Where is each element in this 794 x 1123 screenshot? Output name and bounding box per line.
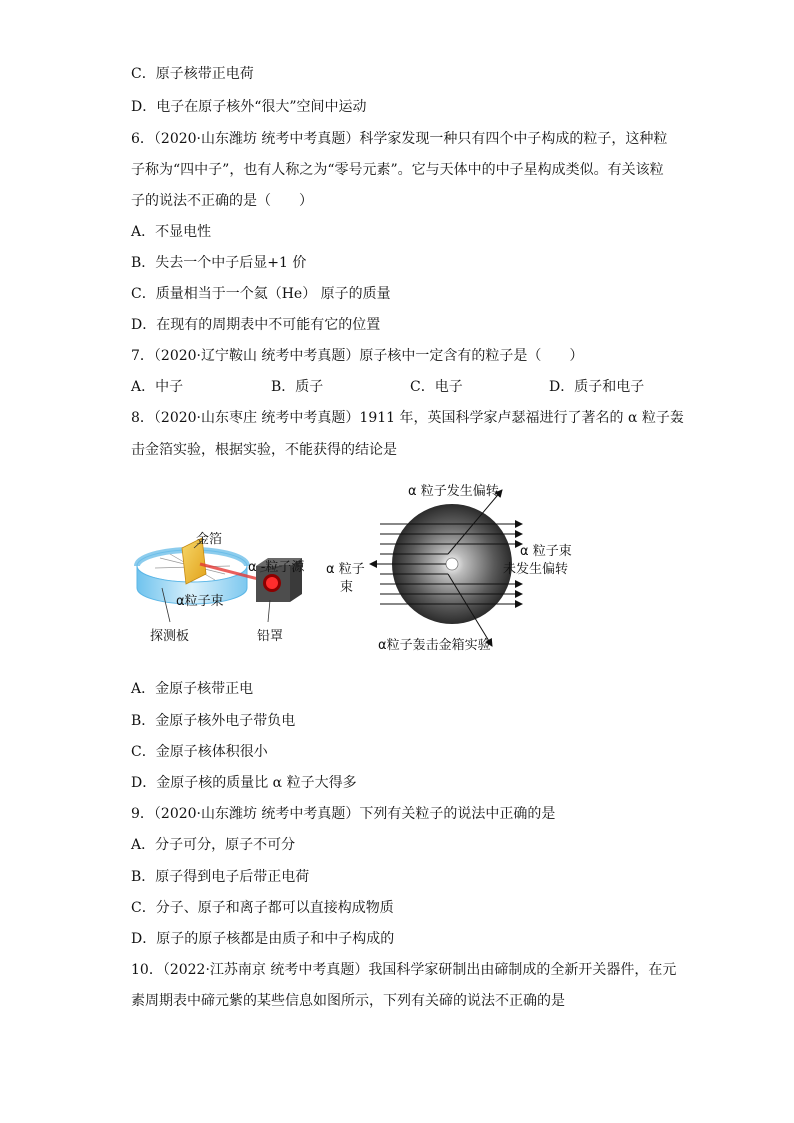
q6-stem-line2: 子称为“四中子”，也有人称之为“零号元素”。它与天体中的中子星构成类似。有关该粒 xyxy=(131,162,664,178)
atomic-nucleus xyxy=(446,558,458,570)
label-gold-foil: 金箔 xyxy=(196,532,223,547)
label-beam-in-1: α 粒子 xyxy=(326,562,365,577)
figure-caption: α粒子轰击金箱实验 xyxy=(378,638,491,653)
q8-option-b: B．金原子核外电子带负电 xyxy=(131,713,296,729)
q10-stem-line2: 素周期表中碲元紫的某些信息如图所示，下列有关碲的说法不正确的是 xyxy=(131,993,565,1009)
q7-option-c: C．电子 xyxy=(410,379,463,395)
q8-option-a: A．金原子核带正电 xyxy=(131,681,254,697)
label-beam-in-2: 束 xyxy=(340,580,354,595)
rutherford-experiment-figure xyxy=(130,476,590,666)
atom-diagram xyxy=(370,490,522,646)
q6-option-c: C．质量相当于一个氦（He） 原子的质量 xyxy=(131,286,391,302)
q9-stem: 9．（2020·山东潍坊 统考中考真题）下列有关粒子的说法中正确的是 xyxy=(131,806,556,822)
q8-option-c: C．金原子核体积很小 xyxy=(131,744,268,760)
label-alpha-beam-left: α粒子束 xyxy=(176,594,224,609)
q8-stem-line2: 击金箔实验，根据实验，不能获得的结论是 xyxy=(131,442,397,458)
q9-option-b: B．原子得到电子后带正电荷 xyxy=(131,869,310,885)
q7-stem: 7．（2020·辽宁鞍山 统考中考真题）原子核中一定含有的粒子是（ ） xyxy=(131,348,584,364)
q5-option-c: C．原子核带正电荷 xyxy=(131,66,254,82)
q7-option-d: D．质子和电子 xyxy=(549,379,645,395)
label-beam-out-2: 未发生偏转 xyxy=(503,562,569,577)
q6-option-b: B．失去一个中子后显+1 价 xyxy=(131,255,307,271)
q5-option-d: D．电子在原子核外“很大”空间中运动 xyxy=(131,99,367,115)
q6-option-a: A．不显电性 xyxy=(131,224,212,240)
q9-option-c: C．分子、原子和离子都可以直接构成物质 xyxy=(131,900,394,916)
label-alpha-source: α -粒子源 xyxy=(248,560,305,575)
q7-option-b: B．质子 xyxy=(271,379,324,395)
label-detector: 探测板 xyxy=(150,629,190,644)
q7-options xyxy=(131,377,671,397)
q6-stem-line3: 子的说法不正确的是（ ） xyxy=(131,193,313,209)
q8-option-d: D．金原子核的质量比 α 粒子大得多 xyxy=(131,775,357,791)
q8-stem-line1: 8．（2020·山东枣庄 统考中考真题）1911 年，英国科学家卢瑟福进行了著名的 α 粒子轰 xyxy=(131,410,684,426)
label-lead-box: 铅罩 xyxy=(257,629,284,644)
q10-stem-line1: 10．（2022·江苏南京 统考中考真题）我国科学家研制出由碲制成的全新开关器件，在元 xyxy=(131,962,677,978)
q9-option-d: D．原子的原子核都是由质子和中子构成的 xyxy=(131,931,395,947)
label-beam-out-1: α 粒子束 xyxy=(520,544,572,559)
q6-stem-line1: 6．（2020·山东潍坊 统考中考真题）科学家发现一种只有四个中子构成的粒子，这种粒 xyxy=(131,131,668,147)
label-deflected: α 粒子发生偏转 xyxy=(408,484,499,499)
q7-option-a: A．中子 xyxy=(131,379,184,395)
q9-option-a: A．分子可分，原子不可分 xyxy=(131,837,296,853)
q6-option-d: D．在现有的周期表中不可能有它的位置 xyxy=(131,317,381,333)
